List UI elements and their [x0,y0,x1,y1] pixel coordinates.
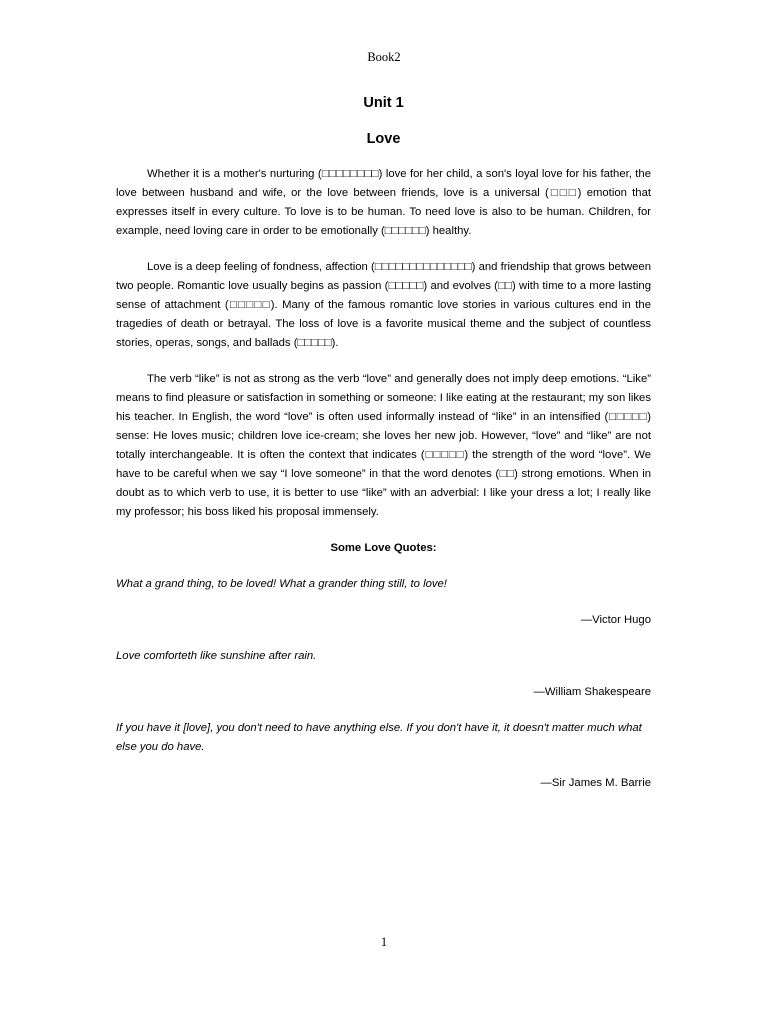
quote-author: —William Shakespeare [533,686,651,698]
quote-author: —Sir James M. Barrie [540,777,651,789]
paragraph-2: Love is a deep feeling of fondness, affection (□□□□□□□□□□□□□□) and friendship that grows between two people. Romantic love usually begins as passion (□□□□□) and evolves (□□) with time to a more lasting sense of attachment (□□□□□). Many of the famous romantic love stories in various cultures end in the tragedies of death or betrayal. The loss of love is a favorite musical theme and the subject of countless stories, operas, songs, and ballads (□□□□□). [116,261,651,349]
page-number: 1 [380,935,388,949]
paragraph-3: The verb “like” is not as strong as the verb “love” and generally does not imply deep emotions. “Like” means to find pleasure or satisfaction in something or someone: I like eating at the restaurant; my son likes his teacher. In English, the word “love” is often used informally instead of “like” in an intensified (□□□□□) sense: He loves music; children love ice-cream; she loves her new job. However, “love” and “like” are not totally interchangeable. It is often the context that indicates (□□□□□) the strength of the word “love”. We have to be careful when we say “I love someone” in that the word denotes (□□) strong emotions. When in doubt as to which verb to use, it is better to use “like” with an adverbial: I like your dress a lot; I really like my professor; his boss liked his proposal immensely. [116,373,651,518]
page-body [116,93,651,793]
quote-text: If you have it [love], you don't need to have anything else. If you don't have it, it doesn't matter much what else you do have. [116,722,642,753]
page-header: Book2 [367,50,401,64]
unit-title: Unit 1 [363,95,404,111]
quote-text: Love comforteth like sunshine after rain. [116,650,317,662]
quotes-heading: Some Love Quotes: [330,542,437,554]
page-title: Love [366,131,401,147]
paragraph-1: Whether it is a mother's nurturing (□□□□□□□□) love for her child, a son's loyal love for his father, the love between husband and wife, or the love between friends, love is a universal (□□□) emotion that expresses itself in every culture. To love is to be human. To need love is also to be human. Children, for example, need loving care in order to be emotionally (□□□□□□) healthy. [116,168,651,237]
quote-text: What a grand thing, to be loved! What a grander thing still, to love! [116,578,447,590]
quote-author: —Victor Hugo [580,614,651,626]
